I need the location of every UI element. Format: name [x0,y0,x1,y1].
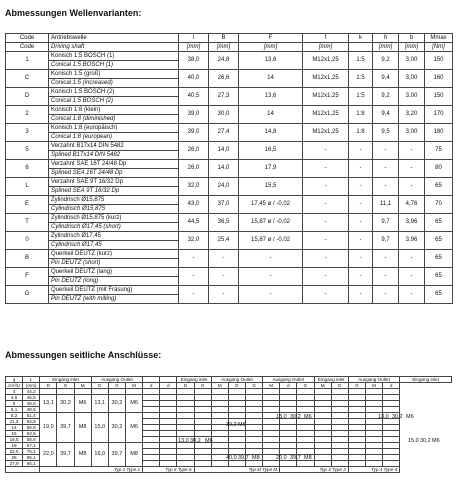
table-row [6,70,453,79]
sub-header: G [108,383,125,389]
column-header: B [209,34,239,43]
port-value: 30,2 [57,395,74,413]
table-row [6,250,453,259]
port-value: 30,2 [108,413,125,443]
q-value: 8,2 [6,413,23,419]
port-value: M8 [74,413,91,443]
value-b: 3,96 [399,232,425,250]
value-f: - [303,196,349,214]
value-k: - [349,232,373,250]
sub-header: d [383,383,400,389]
shaft-name-en: Splined SEA 9T 16/32 Dp [49,187,179,196]
value-F: 17,9 [239,160,303,178]
q-value: 11,3 [6,419,23,425]
value-B: 27,3 [209,88,239,106]
sub-header: D [91,383,108,389]
shaft-name-en: Splined B17x14 DIN 5482 [49,151,179,160]
port-value: M6 [205,438,213,444]
shaft-name-en: Pin DEUTZ (short) [49,259,179,268]
value-B: 14,0 [209,160,239,178]
value-B: 14,0 [209,142,239,160]
value-B: 26,6 [209,70,239,88]
table-row [6,106,453,115]
L-value: 45,6 [23,395,40,401]
q-header: q [6,377,23,383]
value-F: - [239,268,303,286]
table-row [6,178,453,187]
L-value: 51,4 [23,413,40,419]
L-value: 65,1 [23,461,40,467]
column-header-sub: [mm] [239,43,303,52]
value-k: - [349,196,373,214]
port-value: 30,2 [226,422,237,428]
L-value: 52,6 [23,419,40,425]
value-b: - [399,160,425,178]
q-value: 6 [6,401,23,407]
value-f: M12x1,25 [303,106,349,124]
value-F: 13,6 [239,88,303,106]
table-row [6,124,453,133]
L-value: 53,6 [23,431,40,437]
column-header: h [373,34,399,43]
L-header: L [23,377,40,383]
sub-header: M [365,383,382,389]
type-label: Typ 1 Type 1 [40,467,143,473]
port-value: 22,0 [40,443,57,467]
shaft-name-en: Pin DEUTZ (long) [49,277,179,286]
value-k: - [349,160,373,178]
column-header: Code [6,34,49,43]
L-value: 57,1 [23,443,40,449]
shaft-name: Verzahnt B17x14 DIN 5482 [49,142,179,151]
type-label: Typ M Type M [194,467,280,473]
value-F: 14 [239,106,303,124]
shaft-variants-table [5,33,453,304]
value-B: 30,0 [209,106,239,124]
port-value: 15,0 [408,438,419,444]
shaft-name: Zylindrisch Ø17,45 [49,232,179,241]
L-value: 48,6 [23,401,40,407]
value-h: 9,4 [373,70,399,88]
shaft-name: Querkeil DEUTZ (kurz) [49,250,179,259]
code-cell: G [6,286,49,304]
value-f: - [303,214,349,232]
value-h: - [373,160,399,178]
table-row [6,160,453,169]
column-header: f [303,34,349,43]
value-k: 1:5 [349,70,373,88]
table-row [6,286,453,295]
value-l: 26,0 [179,142,209,160]
value-M: 65 [425,178,453,196]
value-f: - [303,178,349,196]
sub-header: G [297,383,314,389]
value-F: 15,87 ø / -0,02 [239,214,303,232]
table-row [6,232,453,241]
sub-header: D [177,383,194,389]
port-value: 13,0 [378,414,389,420]
sub-header: M [263,383,280,389]
value-M: 65 [425,286,453,304]
shaft-name: Querkeil DEUTZ (mit Fräsung) [49,286,179,295]
column-header: Antriebswelle [49,34,179,43]
value-F: 17,45 ø / -0,02 [239,196,303,214]
sub-header: M [74,383,91,389]
column-header: Mmax [425,34,453,43]
L-value: 75,1 [23,449,40,455]
value-l: 44,5 [179,214,209,232]
value-M: 150 [425,88,453,106]
value-M: 80 [425,160,453,178]
code-cell: 3 [6,124,49,142]
value-k: - [349,250,373,268]
q-value: 15 [6,431,23,437]
type-label: Typ 3 Type 3 [280,467,349,473]
q-value: 22,5 [6,449,23,455]
value-l: 39,0 [179,124,209,142]
q-value: 16,5 [6,437,23,443]
q-unit: cm³/U [6,383,23,389]
shaft-name-en: Cylindrisch Ø17,45 (short) [49,223,179,232]
port-value: 30,2 [108,395,125,413]
group-header: Eingang inlet [40,377,91,383]
value-k: - [349,142,373,160]
port-value: 39,7 [108,443,125,467]
port-value: 39,7 [290,455,301,461]
sub-header: G [57,383,74,389]
port-value: M6 [406,414,414,420]
value-f: - [303,268,349,286]
column-header-sub: [mm] [179,43,209,52]
value-b: 3,00 [399,70,425,88]
group-header: Ausgang Outlet [91,377,142,383]
column-header-sub: [Nm] [425,43,453,52]
sub-header: G [245,383,262,389]
shaft-name: Verzahnt SAE 16T 24/48 Dp [49,160,179,169]
blank [6,467,40,473]
value-h: 9,2 [373,52,399,70]
column-header-sub: Code [6,43,49,52]
value-F: - [239,286,303,304]
value-b: - [399,250,425,268]
port-value: 13,0 [178,438,189,444]
table-row [6,196,453,205]
sub-header: d [160,383,177,389]
shaft-name-en: Splined SEA 16T 24/48 Dp [49,169,179,178]
value-f: M12x1,25 [303,52,349,70]
L-value: 65,1 [23,455,40,461]
value-F: 16,5 [239,142,303,160]
value-M: 65 [425,232,453,250]
value-M: 65 [425,268,453,286]
value-h: 11,1 [373,196,399,214]
value-b: 3,96 [399,214,425,232]
value-B: 27,4 [209,124,239,142]
sub-header: D [331,383,348,389]
column-header: k [349,34,373,43]
value-k: 1:8 [349,124,373,142]
q-value: 4 [6,389,23,395]
value-b: 3,00 [399,52,425,70]
shaft-name-en: Conical 1:5 BOSCH (1) [49,61,179,70]
value-M: 180 [425,124,453,142]
table-row [6,214,453,223]
value-h: 9,5 [373,124,399,142]
code-cell: T [6,214,49,232]
value-F: - [239,250,303,268]
value-F: 14,8 [239,124,303,142]
type-label: Typ 4 Type 4 [348,467,399,473]
shaft-name-en: Conical 1:8 (european) [49,133,179,142]
sub-header: D [228,383,245,389]
group-header: Eingang inlet [314,377,348,383]
group-header: Ausgang Outlet [348,377,399,383]
port-value: 20,0 [276,455,287,461]
q-value: 4,5 [6,395,23,401]
value-h: 9,4 [373,106,399,124]
port-value: 39,7 [57,413,74,443]
q-value: 27,9 [6,461,23,467]
code-cell: 5 [6,142,49,160]
table-row [6,268,453,277]
value-h: - [373,268,399,286]
value-M: 65 [425,214,453,232]
value-M: 150 [425,52,453,70]
sub-header: G [194,383,211,389]
port-value: 13,0 [276,414,287,420]
value-F: 15,87 ø / -0,02 [239,232,303,250]
port-value: M6 [238,422,246,428]
value-l: - [179,286,209,304]
shaft-name: Querkeil DEUTZ (lang) [49,268,179,277]
shaft-name: Zylindrisch Ø15,875 (kurz) [49,214,179,223]
q-value: 25 [6,455,23,461]
value-b: - [399,268,425,286]
code-cell: 6 [6,160,49,178]
value-B: 25,4 [209,232,239,250]
value-M: 70 [425,196,453,214]
shaft-name: Konisch 1:5 BOSCH (2) [49,88,179,97]
value-B: 37,0 [209,196,239,214]
code-cell: C [6,70,49,88]
value-f: M12x1,25 [303,88,349,106]
sub-header: d [143,383,160,389]
value-l: 43,0 [179,196,209,214]
table-row [6,142,453,151]
L-value: 58,8 [23,437,40,443]
value-k: - [349,214,373,232]
shaft-name: Verzahnt SAE 9T 16/32 Dp [49,178,179,187]
value-k: 1:5 [349,88,373,106]
port-value: M8 [125,443,142,467]
value-k: - [349,286,373,304]
port-value: 30,2 [190,438,201,444]
value-l: 26,0 [179,160,209,178]
value-B: 24,8 [209,52,239,70]
value-h: 9,2 [373,88,399,106]
group-header: Eingang inlet [177,377,211,383]
value-B: - [209,268,239,286]
type-label: Typ 6 Type 6 [143,467,194,473]
shaft-name: Konisch 1:8 (klein) [49,106,179,115]
shaft-name-en: Conical 1:5 (increased) [49,79,179,88]
value-f: - [303,142,349,160]
port-value: 30,2 [290,414,301,420]
L-value: 48,6 [23,407,40,413]
shaft-name-en: Cylindrisch Ø15,875 [49,205,179,214]
column-header-sub [349,43,373,52]
column-header: b [399,34,425,43]
value-l: 39,0 [179,106,209,124]
value-b: 3,00 [399,124,425,142]
sub-header: M [314,383,331,389]
value-l: 40,5 [179,88,209,106]
port-value: M8 [252,455,260,461]
port-value: 40,0 [226,455,237,461]
sub-header: D [40,383,57,389]
value-h: 9,7 [373,232,399,250]
value-M: 75 [425,142,453,160]
sub-header: G [348,383,365,389]
shaft-name-en: Cylindrisch Ø17,45 [49,241,179,250]
value-l: - [179,250,209,268]
port-value: 13,1 [40,395,57,413]
value-F: 13,6 [239,52,303,70]
column-header-sub: Driving shaft [49,43,179,52]
value-l: 40,0 [179,70,209,88]
value-F: 15,5 [239,178,303,196]
code-cell: 1 [6,52,49,70]
value-f: - [303,286,349,304]
side-heading: Abmessungen seitliche Anschlüsse: [5,350,162,360]
column-header-sub: [mm] [399,43,425,52]
port-value: 30,2 [392,414,403,420]
port-value: 39,7 [238,455,249,461]
value-B: 36,5 [209,214,239,232]
port-value: 19,0 [40,413,57,443]
value-b: - [399,178,425,196]
port-value: M6 [304,414,312,420]
port-value: 13,1 [91,395,108,413]
L-value: 55,8 [23,425,40,431]
group-header: Ausgang Outlet [263,377,314,383]
value-b: - [399,142,425,160]
code-cell: L [6,178,49,196]
code-cell: D [6,88,49,106]
value-l: 38,0 [179,52,209,70]
main-heading: Abmessungen Wellenvarianten: [5,8,142,18]
q-value: 14 [6,425,23,431]
value-l: 32,0 [179,232,209,250]
value-b: 3,00 [399,88,425,106]
q-value: 19 [6,443,23,449]
shaft-name: Zylindrisch Ø15,875 [49,196,179,205]
value-h: - [373,286,399,304]
group-header: Eingang inlet [400,377,452,383]
value-h: - [373,178,399,196]
shaft-name: Konisch 1:5 BOSCH (1) [49,52,179,61]
q-value: 6,1 [6,407,23,413]
value-h: 9,7 [373,214,399,232]
sub-header: M [125,383,142,389]
value-M: 160 [425,70,453,88]
port-value: M8 [304,455,312,461]
value-k: - [349,178,373,196]
code-cell: E [6,196,49,214]
sub-header: M [211,383,228,389]
column-header-sub: [mm] [373,43,399,52]
port-value: M6 [74,395,91,413]
L-unit: (mm) [23,383,40,389]
value-M: 170 [425,106,453,124]
shaft-name-en: Conical 1:8 (diminished) [49,115,179,124]
value-k: 1:8 [349,106,373,124]
port-value: 39,7 [57,443,74,467]
shaft-name-en: Pin DEUTZ (with milling) [49,295,179,304]
port-value: M6 [432,438,440,444]
code-cell: F [6,268,49,286]
value-f: - [303,160,349,178]
port-value: M6 [125,395,142,413]
L-value: 44,2 [23,389,40,395]
port-value: 15,0 [91,413,108,443]
value-l: 32,0 [179,178,209,196]
column-header-sub: [mm] [209,43,239,52]
sub-header: d [280,383,297,389]
code-cell: B [6,250,49,268]
port-value: 16,0 [91,443,108,467]
value-B: - [209,286,239,304]
port-value: 30,2 [420,438,431,444]
shaft-name-en: Conical 1:5 BOSCH (2) [49,97,179,106]
value-h: - [373,250,399,268]
shaft-name: Konisch 1:8 (europäisch) [49,124,179,133]
value-k: - [349,268,373,286]
value-b: 3,20 [399,106,425,124]
code-cell: 0 [6,232,49,250]
value-B: 24,0 [209,178,239,196]
group-header: Ausgang Outlet [211,377,262,383]
value-f: - [303,250,349,268]
value-f: M12x1,25 [303,70,349,88]
value-F: 14 [239,70,303,88]
code-cell: 2 [6,106,49,124]
value-l: - [179,268,209,286]
column-header: F [239,34,303,43]
shaft-name: Konisch 1:5 (groß) [49,70,179,79]
value-B: - [209,250,239,268]
value-k: 1:5 [349,52,373,70]
value-f: - [303,232,349,250]
port-value: M6 [125,413,142,443]
value-h: - [373,142,399,160]
port-value: M8 [74,443,91,467]
value-b: - [399,286,425,304]
value-f: M12x1,25 [303,124,349,142]
table-row [6,52,453,61]
column-header-sub: [mm] [303,43,349,52]
table-row [6,88,453,97]
value-b: 4,76 [399,196,425,214]
column-header: l [179,34,209,43]
value-M: 65 [425,250,453,268]
